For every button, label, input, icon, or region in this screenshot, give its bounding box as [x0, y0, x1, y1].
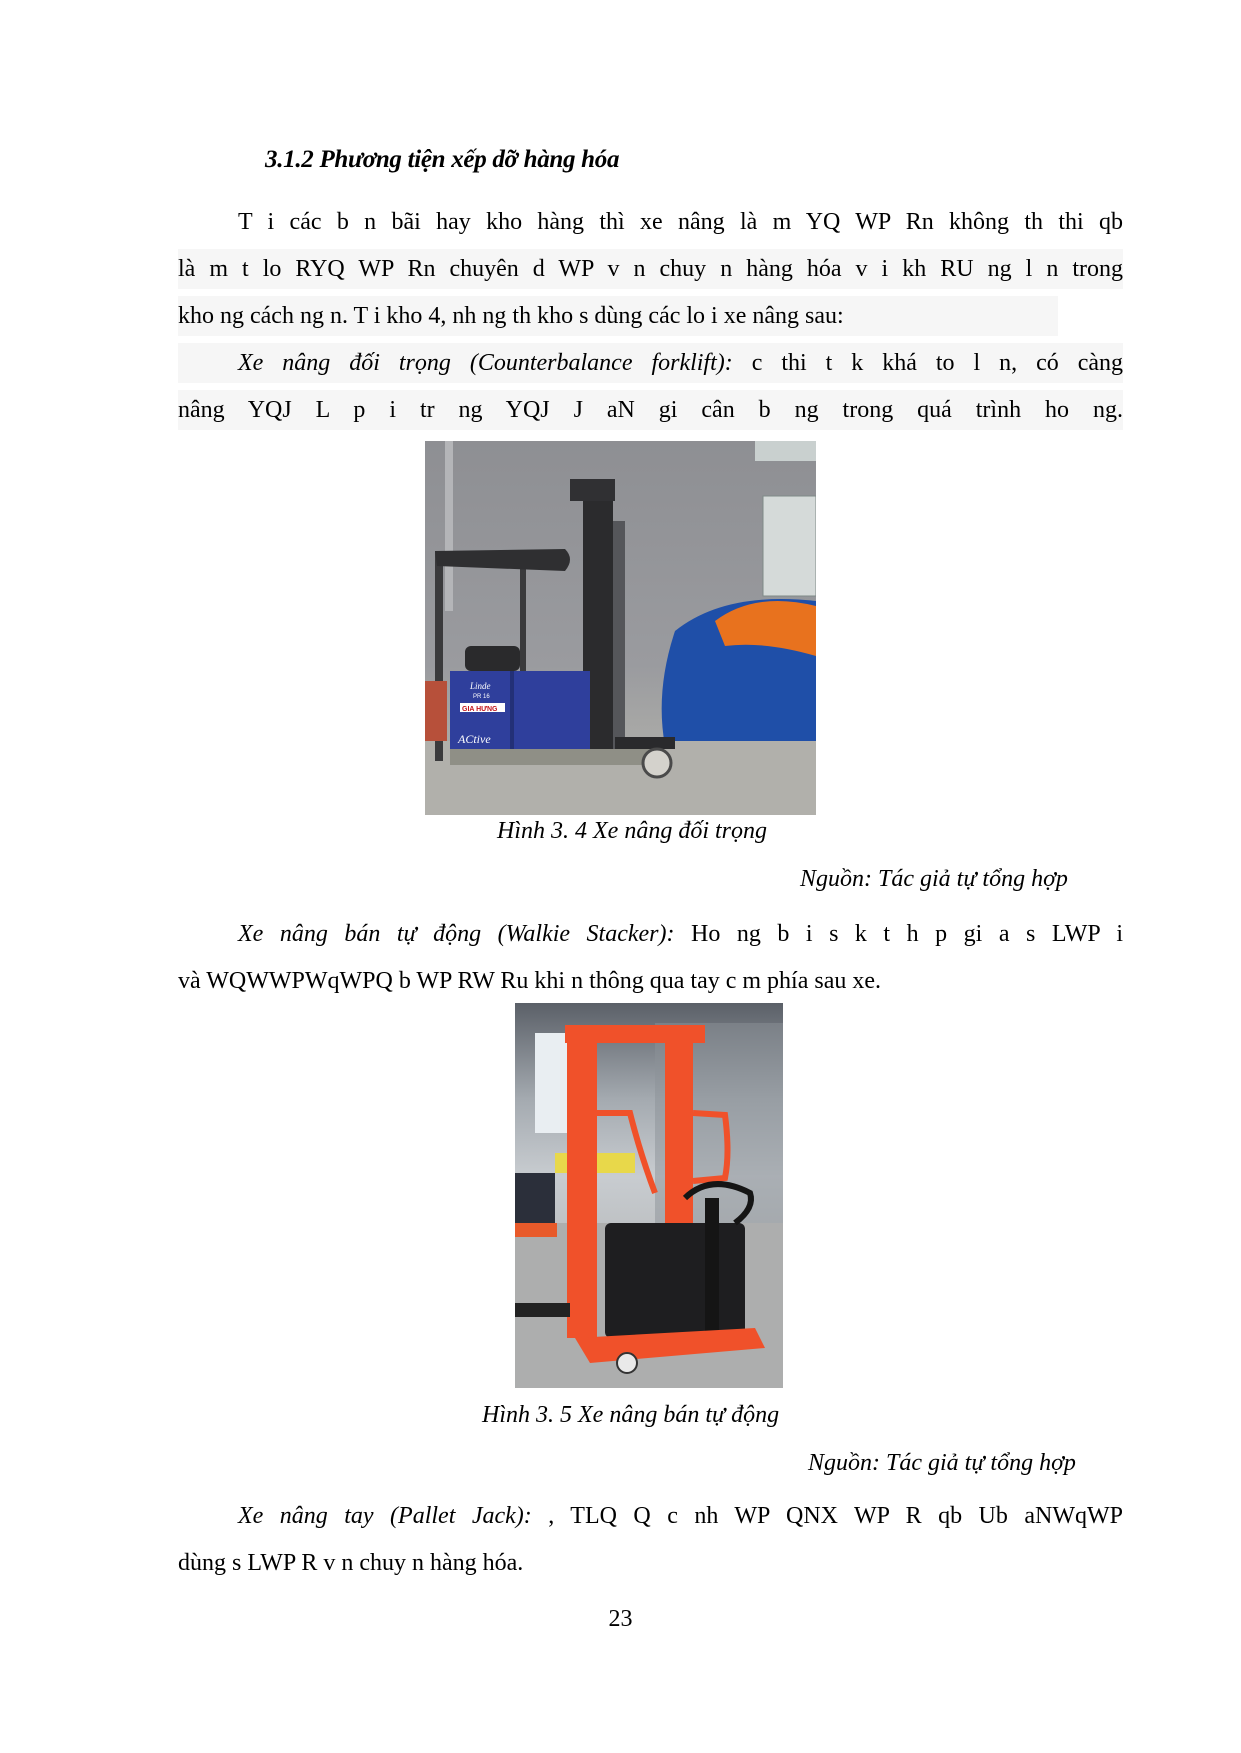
- svg-text:PR 16: PR 16: [473, 694, 490, 700]
- paragraph-line: nâng YQJ L p i tr ng YQJ J aN gi cân b ng trong quá trình ho ng.: [178, 390, 1123, 430]
- page-number: 23: [608, 1606, 633, 1632]
- paragraph-line: kho ng cách ng n. T i kho 4, nh ng th kho s dùng các lo i xe nâng sau:: [178, 296, 1058, 336]
- svg-text:ACtive: ACtive: [458, 732, 491, 746]
- figure-source: Nguồn: Tác giả tự tổng hợp: [808, 1450, 1076, 1476]
- term-counterbalance: Xe nâng đối trọng (Counterbalance forklift):: [238, 350, 733, 376]
- paragraph-counterbalance: [178, 343, 1123, 383]
- paragraph-line: T i các b n bãi hay kho hàng thì xe nâng là m YQ WP Rn không th thi qb: [238, 209, 1123, 235]
- paragraph-line: là m t lo RYQ WP Rn chuyên d WP v n chuy n hàng hóa v i kh RU ng l n trong: [178, 249, 1123, 289]
- paragraph-line: dùng s LWP R v n chuy n hàng hóa.: [178, 1550, 524, 1576]
- figure-source: Nguồn: Tác giả tự tổng hợp: [800, 866, 1068, 892]
- figure-caption: Hình 3. 4 Xe nâng đối trọng: [497, 818, 767, 844]
- stacker-illustration: [515, 1003, 783, 1388]
- term-pallet-jack: Xe nâng tay (Pallet Jack):: [238, 1503, 532, 1529]
- paragraph-line: và WQWWPWqWPQ b WP RW Ru khi n thông qua tay c m phía sau xe.: [178, 968, 882, 994]
- paragraph-text: , TLQ Q c nh WP QNX WP R qb Ub aNWqWP: [548, 1503, 1124, 1529]
- figure-caption: Hình 3. 5 Xe nâng bán tự động: [482, 1402, 780, 1428]
- paragraph-pallet-jack: [178, 1496, 1123, 1536]
- paragraph-text: Ho ng b i s k t h p gi a s LWP i: [691, 921, 1123, 947]
- section-heading: 3.1.2 Phương tiện xếp dỡ hàng hóa: [265, 146, 620, 173]
- figure-counterbalance-forklift-photo: [425, 441, 816, 815]
- figure-walkie-stacker-photo: [515, 1003, 783, 1388]
- term-walkie-stacker: Xe nâng bán tự động (Walkie Stacker):: [238, 921, 675, 947]
- svg-text:Linde: Linde: [470, 681, 491, 691]
- paragraph-text: c thi t k khá to l n, có càng: [751, 350, 1124, 376]
- paragraph-walkie-stacker: [178, 914, 1123, 954]
- forklift-illustration: [425, 441, 816, 815]
- company-label: GIA HƯNG: [462, 706, 498, 713]
